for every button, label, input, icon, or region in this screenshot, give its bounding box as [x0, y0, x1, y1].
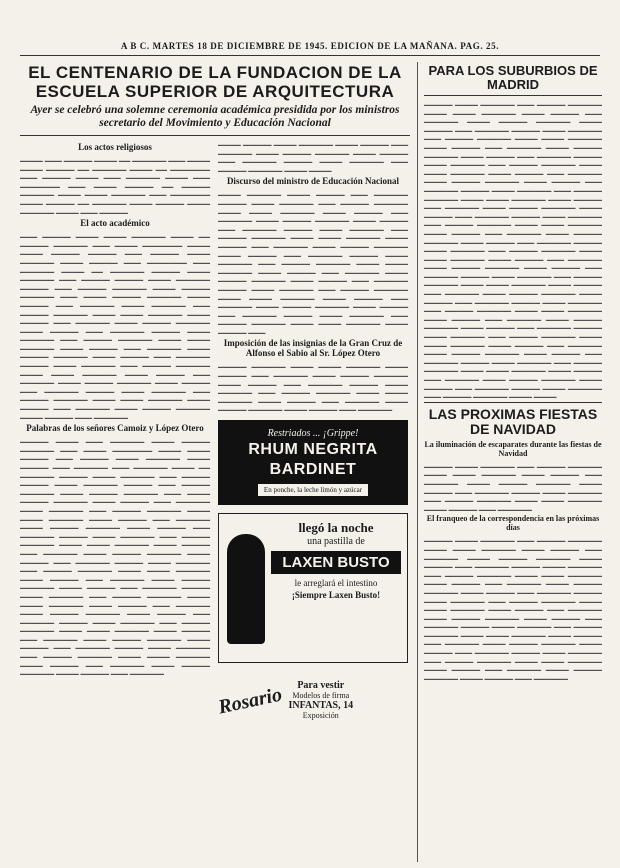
section-heading: El franqueo de la correspondencia en las próximas días — [426, 514, 600, 533]
text-block: ▁▁▁▁ ▁▁▁ ▁▁▁▁▁ ▁▁▁▁ ▁▁ ▁▁▁▁▁▁ ▁▁▁ ▁▁▁▁ ▁▁▁▁ ▁▁▁▁▁ ▁▁ ▁▁▁▁▁▁ ▁▁▁▁ ▁▁ ▁▁▁▁▁▁▁ ▁▁▁ ▁▁▁▁▁ ▁▁▁▁ ▁▁▁ ▁▁▁▁▁▁ ▁▁▁▁ ▁▁▁ ▁▁▁▁▁▁▁ ▁▁▁ ▁▁▁▁ ▁▁▁▁▁ ▁▁ ▁▁▁▁▁ ▁▁▁▁▁▁ ▁▁▁▁ ▁▁▁▁ ▁▁▁▁▁▁ ▁▁▁ ▁▁▁▁▁▁▁ ▁▁▁▁ ▁▁▁▁▁ ▁▁ ▁▁▁▁▁▁ ▁▁▁▁ ▁▁▁▁▁ ▁▁▁▁ ▁▁▁▁▁▁ ▁▁▁▁ ▁▁▁ ▁▁▁▁▁ — [20, 153, 210, 214]
ad-brand-line1: RHUM NEGRITA — [248, 441, 378, 459]
ad-line: llegó la noche — [298, 520, 374, 536]
suburbios-title: PARA LOS SUBURBIOS DE MADRID — [428, 63, 598, 92]
divider — [424, 402, 602, 403]
ad-tagline: En ponche, la leche limón y azúcar — [258, 484, 368, 496]
rosario-text — [288, 681, 353, 721]
text-block: ▁▁▁▁▁ ▁▁▁▁ ▁▁▁▁▁▁ ▁▁▁ ▁▁▁▁▁ ▁▁▁▁▁▁ ▁▁▁▁ ▁▁▁▁ ▁▁▁▁▁▁ ▁▁▁▁ ▁▁▁▁▁ ▁▁▁ ▁▁▁▁▁▁ ▁▁▁▁ ▁▁▁▁▁ ▁▁▁▁▁▁ ▁▁▁▁ ▁▁▁▁▁ ▁▁▁ ▁▁▁▁▁▁ ▁▁▁▁▁ ▁▁▁▁ ▁▁▁▁▁▁ ▁▁▁ ▁▁▁▁▁ ▁▁▁▁▁▁ ▁▁▁▁ ▁▁▁▁ ▁▁▁▁▁▁ ▁▁▁▁ ▁▁▁▁▁ ▁▁▁ ▁▁▁▁▁▁ — [424, 458, 602, 511]
lead-title-line1: EL CENTENARIO DE LA FUNDACION DE LA — [28, 63, 402, 82]
section-heading: Los actos religiosos — [78, 142, 152, 152]
rosario-brand: Rosario — [216, 683, 284, 719]
page-header: A B C. MARTES 18 DE DICIEMBRE DE 1945. EDICION DE LA MAÑANA. PAG. 25. — [20, 41, 600, 56]
rosario-ad — [218, 671, 408, 731]
right-column — [417, 62, 602, 862]
text-block: ▁▁▁ ▁▁▁▁▁ ▁▁▁▁ ▁▁▁▁ ▁▁▁▁▁▁ ▁▁▁▁ ▁▁ ▁▁▁▁▁ ▁▁▁▁▁▁ ▁▁▁ ▁▁▁▁ ▁▁▁▁▁▁▁ ▁▁▁▁ ▁▁▁▁ ▁▁▁▁▁ ▁▁▁▁▁ ▁▁▁ ▁▁▁▁▁ ▁▁▁▁ ▁▁▁▁▁▁ ▁▁▁▁ ▁▁▁▁▁ ▁▁▁ ▁▁▁▁▁▁▁ ▁▁▁ ▁▁▁▁▁▁ ▁▁▁▁ ▁▁ ▁▁▁▁▁▁ ▁▁▁▁▁ ▁▁▁▁ ▁▁▁▁▁▁ ▁▁▁ ▁▁▁▁▁ ▁▁▁▁▁ ▁▁▁▁ ▁▁▁▁▁▁ ▁▁▁▁▁ ▁▁▁ ▁▁▁▁▁ ▁▁▁▁▁▁ ▁▁▁▁ ▁▁▁▁▁ ▁▁▁▁▁▁ ▁▁▁ ▁▁▁▁ ▁▁▁▁▁ ▁▁▁▁▁▁ ▁▁▁▁ ▁▁▁▁▁ ▁▁▁ ▁▁▁▁▁▁ ▁▁▁▁ ▁▁▁▁▁▁ ▁▁▁ ▁▁▁▁▁ ▁▁▁▁▁▁ ▁▁▁▁ ▁▁▁▁ ▁▁▁▁▁▁ ▁▁▁▁ ▁▁▁▁▁ ▁▁▁ ▁▁▁▁▁▁ ▁▁▁▁ ▁▁▁▁▁ ▁▁▁▁▁▁ ▁▁▁▁ ▁▁▁▁▁ ▁▁▁ ▁▁▁▁▁▁ ▁▁▁▁▁ ▁▁▁▁ ▁▁▁▁▁▁ ▁▁▁ ▁▁▁▁▁ ▁▁▁▁▁▁ ▁▁▁▁ ▁▁▁▁ ▁▁▁▁▁▁ ▁▁▁▁ ▁▁▁▁▁ ▁▁▁ ▁▁▁▁▁▁ ▁▁▁▁ ▁▁▁▁▁ ▁▁▁▁▁▁ ▁▁▁▁ ▁▁▁▁▁ ▁▁▁ ▁▁▁▁▁▁ ▁▁▁▁▁ ▁▁▁▁ ▁▁▁▁▁▁ ▁▁▁ ▁▁▁▁▁ ▁▁▁▁▁▁ ▁▁▁▁ ▁▁▁▁ ▁▁▁▁▁▁ ▁▁▁▁ ▁▁▁▁▁ ▁▁▁ ▁▁▁▁▁▁ ▁▁▁▁ ▁▁▁▁▁ ▁▁▁▁▁▁ ▁▁▁▁ ▁▁▁▁▁ ▁▁▁ ▁▁▁▁▁▁ ▁▁▁▁▁ ▁▁▁▁ ▁▁▁▁▁▁ ▁▁▁ ▁▁▁▁▁ ▁▁▁▁▁▁ ▁▁▁▁ ▁▁▁▁ ▁▁▁▁▁▁ ▁▁▁▁ ▁▁▁▁▁ ▁▁▁ ▁▁▁▁▁▁ ▁▁▁▁ ▁▁▁▁▁ ▁▁▁▁▁▁ ▁▁▁▁ ▁▁▁▁▁ ▁▁▁ ▁▁▁▁▁▁ — [20, 229, 210, 419]
text-block: ▁▁▁▁ ▁▁▁▁▁▁ ▁▁▁▁ ▁▁▁▁▁ ▁▁▁ ▁▁▁▁▁▁ ▁▁▁▁▁ ▁▁▁▁ ▁▁▁▁▁▁ ▁▁▁ ▁▁▁▁▁ ▁▁▁▁▁▁ ▁▁▁▁ ▁▁▁▁ ▁▁▁▁▁▁ ▁▁▁▁ ▁▁▁▁▁ ▁▁▁ ▁▁▁▁▁▁ ▁▁▁▁ ▁▁▁▁▁ ▁▁▁▁▁▁ ▁▁▁▁ ▁▁▁▁▁ ▁▁▁ ▁▁▁▁▁▁ ▁▁▁▁▁ ▁▁▁▁ ▁▁▁▁▁▁ ▁▁▁ ▁▁▁▁▁ ▁▁▁▁▁▁ ▁▁▁▁ ▁▁▁▁ ▁▁▁▁▁▁ ▁▁▁▁ ▁▁▁▁▁ ▁▁▁ ▁▁▁▁▁▁ ▁▁▁▁ ▁▁▁▁▁ ▁▁▁▁▁▁ ▁▁▁▁ ▁▁▁▁▁ ▁▁▁ ▁▁▁▁▁▁ ▁▁▁▁▁ ▁▁▁▁ ▁▁▁▁▁▁ ▁▁▁ ▁▁▁▁▁ ▁▁▁▁▁▁ ▁▁▁▁ ▁▁▁▁ ▁▁▁▁▁▁ ▁▁▁▁ ▁▁▁▁▁ ▁▁▁ ▁▁▁▁▁▁ ▁▁▁▁ ▁▁▁▁▁ ▁▁▁▁▁▁ ▁▁▁▁ ▁▁▁▁▁ ▁▁▁ ▁▁▁▁▁▁ ▁▁▁▁▁ ▁▁▁▁ ▁▁▁▁▁▁ ▁▁▁ ▁▁▁▁▁ ▁▁▁▁▁▁ ▁▁▁▁ ▁▁▁▁ ▁▁▁▁▁▁ ▁▁▁▁ ▁▁▁▁▁ ▁▁▁ ▁▁▁▁▁▁ ▁▁▁▁ ▁▁▁▁▁ ▁▁▁▁▁▁ ▁▁▁▁ ▁▁▁▁▁ ▁▁▁ ▁▁▁▁▁▁ ▁▁▁▁▁ ▁▁▁▁ ▁▁▁▁▁▁ ▁▁▁ ▁▁▁▁▁ ▁▁▁▁▁▁ ▁▁▁▁ ▁▁▁▁ ▁▁▁▁▁▁ ▁▁▁▁ ▁▁▁▁▁ ▁▁▁ — [218, 187, 408, 334]
laxen-text — [271, 520, 401, 600]
laxen-busto-ad — [218, 513, 408, 663]
lead-subcolumn-2 — [218, 138, 408, 731]
lead-title-line2: ESCUELA SUPERIOR DE ARQUITECTURA — [35, 82, 395, 101]
hooded-figure-illustration — [227, 534, 265, 644]
divider — [20, 135, 410, 136]
ad-line: Modelos de firma — [292, 691, 350, 701]
divider — [424, 95, 602, 96]
ad-brand: LAXEN BUSTO — [271, 551, 401, 574]
ad-script-text: Restriados ... ¡Grippe! — [267, 428, 359, 440]
section-heading: Palabras de los señores Camoiz y López Otero — [26, 423, 204, 434]
navidad-title: LAS PROXIMAS FIESTAS DE NAVIDAD — [428, 405, 598, 437]
text-block: ▁▁▁▁▁ ▁▁▁▁ ▁▁▁▁▁▁ ▁▁▁ ▁▁▁▁▁ ▁▁▁▁▁▁ ▁▁▁▁ ▁▁▁▁ ▁▁▁▁▁▁ ▁▁▁▁ ▁▁▁▁▁ ▁▁▁ ▁▁▁▁▁▁ ▁▁▁▁ ▁▁▁▁▁ ▁▁▁▁▁▁ ▁▁▁▁ ▁▁▁▁▁ ▁▁▁ ▁▁▁▁▁▁ ▁▁▁▁▁ ▁▁▁▁ ▁▁▁▁▁▁ ▁▁▁ ▁▁▁▁▁ ▁▁▁▁▁▁ ▁▁▁▁ ▁▁▁▁ ▁▁▁▁▁▁ ▁▁▁▁ ▁▁▁▁▁ ▁▁▁ ▁▁▁▁▁▁ ▁▁▁▁ ▁▁▁▁▁ ▁▁▁▁▁▁ ▁▁▁▁ ▁▁▁▁▁ ▁▁▁ ▁▁▁▁▁▁ ▁▁▁▁▁ ▁▁▁▁ ▁▁▁▁▁▁ ▁▁▁ ▁▁▁▁▁ ▁▁▁▁▁▁ ▁▁▁▁ ▁▁▁▁ ▁▁▁▁▁▁ ▁▁▁▁ ▁▁▁▁▁ ▁▁▁ ▁▁▁▁▁▁ ▁▁▁▁ ▁▁▁▁▁ ▁▁▁▁▁▁ ▁▁▁▁ ▁▁▁▁▁ ▁▁▁ ▁▁▁▁▁▁ ▁▁▁▁▁ ▁▁▁▁ ▁▁▁▁▁▁ ▁▁▁ ▁▁▁▁▁ ▁▁▁▁▁▁ ▁▁▁▁ ▁▁▁▁ ▁▁▁▁▁▁ ▁▁▁▁ ▁▁▁▁▁ ▁▁▁ ▁▁▁▁▁▁ ▁▁▁▁ ▁▁▁▁▁ ▁▁▁▁▁▁ ▁▁▁▁ ▁▁▁▁▁ ▁▁▁ ▁▁▁▁▁▁ ▁▁▁▁▁ ▁▁▁▁ ▁▁▁▁▁▁ ▁▁▁ ▁▁▁▁▁ ▁▁▁▁▁▁ ▁▁▁▁ ▁▁▁▁ ▁▁▁▁▁▁ ▁▁▁▁ ▁▁▁▁▁ ▁▁▁ ▁▁▁▁▁▁ ▁▁▁▁ ▁▁▁▁▁ ▁▁▁▁▁▁ ▁▁▁▁ ▁▁▁▁▁ ▁▁▁ ▁▁▁▁▁▁ — [424, 533, 602, 680]
ad-line: Para vestir — [297, 680, 345, 692]
lead-subcolumn-1 — [20, 138, 210, 731]
ad-line: Exposición — [302, 711, 339, 721]
ad-line: le arreglará el intestino — [294, 578, 378, 589]
ad-line: ¡Siempre Laxen Busto! — [291, 590, 381, 601]
text-block: ▁▁▁▁▁ ▁▁▁▁ ▁▁▁▁▁▁ ▁▁▁ ▁▁▁▁▁ ▁▁▁▁▁▁ ▁▁▁▁ ▁▁▁▁ ▁▁▁▁▁▁ ▁▁▁▁ ▁▁▁▁▁ ▁▁▁ ▁▁▁▁▁▁ ▁▁▁▁ ▁▁▁▁▁ ▁▁▁▁▁▁ ▁▁▁▁ ▁▁▁▁▁ ▁▁▁ ▁▁▁▁▁▁ ▁▁▁▁▁ ▁▁▁▁ ▁▁▁▁▁▁ ▁▁▁ ▁▁▁▁▁ ▁▁▁▁▁▁ ▁▁▁▁ ▁▁▁▁ ▁▁▁▁▁▁ ▁▁▁▁ ▁▁▁▁▁ ▁▁▁ ▁▁▁▁▁▁ ▁▁▁▁ ▁▁▁▁▁ ▁▁▁▁▁▁ ▁▁▁▁ ▁▁▁▁▁ ▁▁▁ ▁▁▁▁▁▁ ▁▁▁▁▁ ▁▁▁▁ ▁▁▁▁▁▁ ▁▁▁ ▁▁▁▁▁ ▁▁▁▁▁▁ ▁▁▁▁ ▁▁▁▁ ▁▁▁▁▁▁ ▁▁▁▁ ▁▁▁▁▁ ▁▁▁ ▁▁▁▁▁▁ ▁▁▁▁ ▁▁▁▁▁ ▁▁▁▁▁▁ ▁▁▁▁ ▁▁▁▁▁ ▁▁▁ ▁▁▁▁▁▁ ▁▁▁▁▁ ▁▁▁▁ ▁▁▁▁▁▁ ▁▁▁ ▁▁▁▁▁ ▁▁▁▁▁▁ ▁▁▁▁ ▁▁▁▁ ▁▁▁▁▁▁ ▁▁▁▁ ▁▁▁▁▁ ▁▁▁ ▁▁▁▁▁▁ ▁▁▁▁ ▁▁▁▁▁ ▁▁▁▁▁▁ ▁▁▁▁ ▁▁▁▁▁ ▁▁▁ ▁▁▁▁▁▁ ▁▁▁▁▁ ▁▁▁▁ ▁▁▁▁▁▁ ▁▁▁ ▁▁▁▁▁ ▁▁▁▁▁▁ ▁▁▁▁ ▁▁▁▁ ▁▁▁▁▁▁ ▁▁▁▁ ▁▁▁▁▁ ▁▁▁ ▁▁▁▁▁▁ ▁▁▁▁ ▁▁▁▁▁ ▁▁▁▁▁▁ ▁▁▁▁ ▁▁▁▁▁ ▁▁▁ ▁▁▁▁▁▁ ▁▁▁▁▁ ▁▁▁▁ ▁▁▁▁▁▁ ▁▁▁ ▁▁▁▁▁ ▁▁▁▁▁▁ ▁▁▁▁ ▁▁▁▁ ▁▁▁▁▁▁ ▁▁▁▁ ▁▁▁▁▁ ▁▁▁ ▁▁▁▁▁▁ ▁▁▁▁ ▁▁▁▁▁ ▁▁▁▁▁▁ ▁▁▁▁ ▁▁▁▁▁ ▁▁▁ ▁▁▁▁▁▁ ▁▁▁▁▁ ▁▁▁▁ ▁▁▁▁▁▁ ▁▁▁ ▁▁▁▁▁ ▁▁▁▁▁▁ ▁▁▁▁ ▁▁▁▁ ▁▁▁▁▁▁ ▁▁▁▁ ▁▁▁▁▁ ▁▁▁ ▁▁▁▁▁▁ ▁▁▁▁ ▁▁▁▁▁ ▁▁▁▁▁▁ ▁▁▁▁ ▁▁▁▁▁ ▁▁▁ ▁▁▁▁▁▁ ▁▁▁▁▁ ▁▁▁▁ ▁▁▁▁▁▁ ▁▁▁ ▁▁▁▁▁ ▁▁▁▁▁▁ ▁▁▁▁ ▁▁▁▁ ▁▁▁▁▁▁ ▁▁▁▁ ▁▁▁▁▁ ▁▁▁ ▁▁▁▁▁▁ ▁▁▁▁ ▁▁▁▁▁ ▁▁▁▁▁▁ ▁▁▁▁ ▁▁▁▁▁ ▁▁▁ ▁▁▁▁▁▁ ▁▁▁▁▁ ▁▁▁▁ ▁▁▁▁▁▁ ▁▁▁ ▁▁▁▁▁ ▁▁▁▁▁▁ ▁▁▁▁ ▁▁▁▁ ▁▁▁▁▁▁ ▁▁▁▁ ▁▁▁▁▁ ▁▁▁ ▁▁▁▁▁▁ ▁▁▁▁ ▁▁▁▁▁ ▁▁▁▁▁▁ ▁▁▁▁ ▁▁▁▁▁ ▁▁▁ ▁▁▁▁▁▁ ▁▁▁▁▁ ▁▁▁▁ ▁▁▁▁▁▁ ▁▁▁ ▁▁▁▁▁ ▁▁▁▁▁▁ ▁▁▁▁ ▁▁▁▁ ▁▁▁▁▁▁ ▁▁▁▁ ▁▁▁▁▁ ▁▁▁ ▁▁▁▁▁▁ ▁▁▁▁ ▁▁▁▁▁ ▁▁▁▁▁▁ ▁▁▁▁ ▁▁▁▁▁ ▁▁▁ ▁▁▁▁▁▁ ▁▁▁▁▁ ▁▁▁▁ ▁▁▁▁▁▁ ▁▁▁ ▁▁▁▁▁ ▁▁▁▁▁▁ ▁▁▁▁ ▁▁▁▁ — [424, 97, 602, 399]
ad-line: INFANTAS, 14 — [288, 700, 354, 712]
section-heading: La iluminación de escaparates durante las fiestas de Navidad — [424, 439, 602, 458]
left-column — [20, 62, 410, 862]
ad-line: una pastilla de — [307, 536, 365, 548]
section-heading: Imposición de las insignias de la Gran Cruz de Alfonso el Sabio al Sr. López Otero — [223, 338, 403, 359]
text-block: ▁▁▁▁ ▁▁▁▁▁ ▁▁▁▁ ▁▁▁▁▁▁ ▁▁▁▁ ▁▁▁▁▁ ▁▁▁ ▁▁▁▁▁▁ ▁▁▁▁ ▁▁▁▁▁ ▁▁▁▁▁▁ ▁▁▁▁ ▁▁▁▁▁ ▁▁▁ ▁▁▁▁▁▁ ▁▁▁▁▁ ▁▁▁▁ ▁▁▁▁▁▁ ▁▁▁ ▁▁▁▁▁ ▁▁▁▁▁▁ ▁▁▁▁ ▁▁▁▁ — [218, 137, 408, 172]
ad-brand-line2: BARDINET — [269, 461, 357, 479]
text-block: ▁▁▁▁▁ ▁▁▁▁ ▁▁▁ ▁▁▁▁▁▁ ▁▁▁▁ ▁▁▁▁▁ ▁▁▁▁▁▁ ▁▁▁ ▁▁▁▁ ▁▁▁▁▁▁▁ ▁▁▁▁ ▁▁▁▁ ▁▁▁▁▁ ▁▁▁ ▁▁▁▁▁ ▁▁▁▁ ▁▁▁▁▁▁ ▁▁▁▁ ▁▁▁▁▁ ▁▁▁ ▁▁▁▁▁▁ ▁▁▁ ▁▁▁▁▁▁ ▁▁▁▁ ▁▁ ▁▁▁▁▁▁ ▁▁▁▁▁ ▁▁▁▁ ▁▁▁▁▁▁ ▁▁▁ ▁▁▁▁▁ ▁▁▁▁▁ ▁▁▁▁ ▁▁▁▁▁▁ ▁▁▁▁▁ ▁▁▁ ▁▁▁▁▁ ▁▁▁▁▁▁ ▁▁▁▁ ▁▁▁▁▁ ▁▁▁▁▁▁ ▁▁▁ ▁▁▁▁ ▁▁▁▁▁ ▁▁▁▁▁▁ ▁▁▁▁ ▁▁▁▁▁ ▁▁▁ ▁▁▁▁▁▁ ▁▁▁▁ ▁▁▁▁▁▁ ▁▁▁ ▁▁▁▁▁ ▁▁▁▁▁▁ ▁▁▁▁ ▁▁▁▁ ▁▁▁▁▁▁ ▁▁▁▁ ▁▁▁▁▁ ▁▁▁ ▁▁▁▁▁▁ ▁▁▁▁ ▁▁▁▁▁ ▁▁▁▁▁▁ ▁▁▁▁ ▁▁▁▁▁ ▁▁▁ ▁▁▁▁▁▁ ▁▁▁▁▁ ▁▁▁▁ ▁▁▁▁▁▁ ▁▁▁ ▁▁▁▁▁ ▁▁▁▁▁▁ ▁▁▁▁ ▁▁▁▁ ▁▁▁▁▁▁ ▁▁▁▁ ▁▁▁▁▁ ▁▁▁ ▁▁▁▁▁▁ ▁▁▁▁ ▁▁▁▁▁ ▁▁▁▁▁▁ ▁▁▁▁ ▁▁▁▁▁ ▁▁▁ ▁▁▁▁▁▁ ▁▁▁▁▁ ▁▁▁▁ ▁▁▁▁▁▁ ▁▁▁ ▁▁▁▁▁ ▁▁▁▁▁▁ ▁▁▁▁ ▁▁▁▁ ▁▁▁▁▁▁ ▁▁▁▁ ▁▁▁▁▁ ▁▁▁ ▁▁▁▁▁▁ ▁▁▁▁ ▁▁▁▁▁ ▁▁▁▁▁▁ ▁▁▁▁ ▁▁▁▁▁ ▁▁▁ ▁▁▁▁▁▁ ▁▁▁▁▁ ▁▁▁▁ ▁▁▁▁▁▁ ▁▁▁ ▁▁▁▁▁ ▁▁▁▁▁▁ ▁▁▁▁ ▁▁▁▁ ▁▁▁▁▁▁ ▁▁▁▁ ▁▁▁▁▁ ▁▁▁ ▁▁▁▁▁▁ ▁▁▁▁ ▁▁▁▁▁ ▁▁▁▁▁▁ ▁▁▁▁ ▁▁▁▁▁ ▁▁▁ ▁▁▁▁▁▁ ▁▁▁▁▁ ▁▁▁▁ ▁▁▁▁▁▁ ▁▁▁ ▁▁▁▁▁ ▁▁▁▁▁▁ ▁▁▁▁ ▁▁▁▁ ▁▁▁▁▁▁ ▁▁▁▁ ▁▁▁▁▁ ▁▁▁ ▁▁▁▁▁▁ ▁▁▁▁ ▁▁▁▁▁ ▁▁▁▁▁▁ ▁▁▁▁ ▁▁▁▁▁ ▁▁▁ ▁▁▁▁▁▁ ▁▁▁▁▁ ▁▁▁▁ ▁▁▁▁▁▁ ▁▁▁ ▁▁▁▁▁ ▁▁▁▁▁▁ ▁▁▁▁ ▁▁▁▁ ▁▁▁▁▁▁ ▁▁▁▁ ▁▁▁▁▁ ▁▁▁ ▁▁▁▁▁▁ ▁▁▁▁ ▁▁▁▁▁ ▁▁▁▁▁▁ ▁▁▁▁ ▁▁▁▁▁ ▁▁▁ ▁▁▁▁▁▁ — [20, 434, 210, 676]
section-heading: Discurso del ministro de Educación Nacional — [226, 176, 400, 187]
lead-subtitle: Ayer se celebró una solemne ceremonia académica presidida por los ministros secretario del Movimiento y Educación Nacional — [30, 104, 400, 129]
text-block: ▁▁▁▁▁ ▁▁▁▁▁▁ ▁▁▁▁ ▁▁▁▁ ▁▁▁▁▁▁ ▁▁▁▁ ▁▁▁▁▁ ▁▁▁ ▁▁▁▁▁▁ ▁▁▁▁ ▁▁▁▁▁ ▁▁▁▁▁▁ ▁▁▁▁ ▁▁▁▁▁ ▁▁▁ ▁▁▁▁▁▁ ▁▁▁▁▁ ▁▁▁▁ ▁▁▁▁▁▁ ▁▁▁ ▁▁▁▁▁ ▁▁▁▁▁▁ ▁▁▁▁ ▁▁▁▁ ▁▁▁▁▁▁ ▁▁▁▁ ▁▁▁▁▁ ▁▁▁ ▁▁▁▁▁▁ ▁▁▁▁ ▁▁▁▁▁ ▁▁▁▁▁▁ ▁▁▁▁ ▁▁▁▁▁ ▁▁▁ ▁▁▁▁▁▁ — [218, 359, 408, 412]
section-heading: El acto académico — [80, 218, 150, 229]
rhum-negrita-ad — [218, 420, 408, 505]
